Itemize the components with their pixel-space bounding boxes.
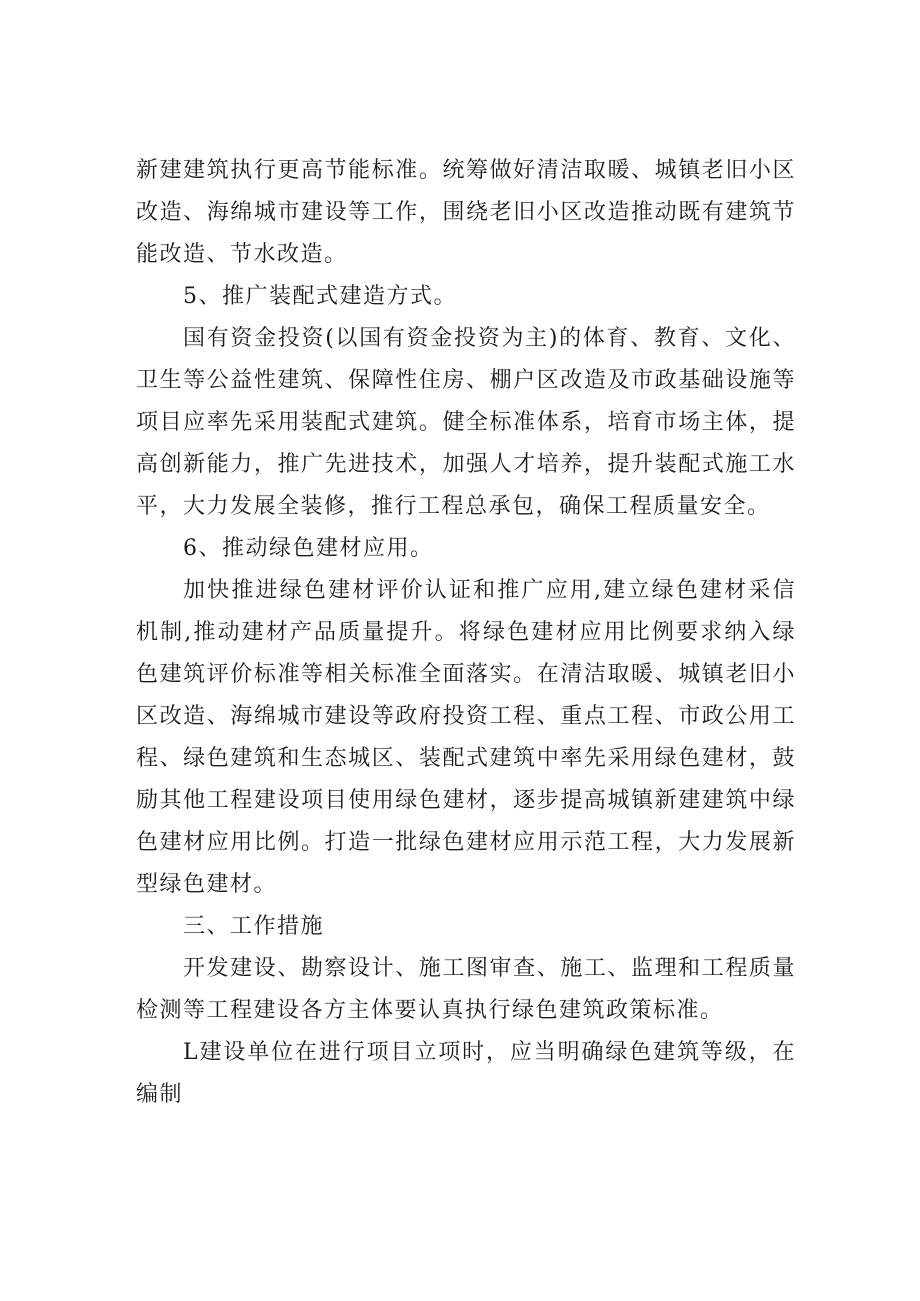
paragraph-green-materials: 加快推进绿色建材评价认证和推广应用,建立绿色建材采信机制,推动建材产品质量提升。将绿色建材应用比例要求纳入绿色建筑评价标准等相关标准全面落实。在清洁取暖、城镇老旧小区改造、海绵城市建设等政府投资工程、重点工程、市政公用工程、绿色建筑和生态城区、装配式建筑中率先采用绿色建材，鼓励其他工程建设项目使用绿色建材，逐步提高城镇新建建筑中绿色建材应用比例。打造一批绿色建材应用示范工程，大力发展新型绿色建材。 [136, 578, 796, 897]
paragraph-prefab-construction: 国有资金投资(以国有资金投资为主)的体育、教育、文化、卫生等公益性建筑、保障性住房、棚户区改造及市政基础设施等项目应率先采用装配式建筑。健全标准体系，培育市场主体，提高创新能力，推广先进技术，加强人才培养，提升装配式施工水平，大力发展全装修，推行工程总承包，确保工程质量安全。 [136, 326, 796, 519]
section-heading-green-materials: 6、推动绿色建材应用。 [183, 536, 434, 561]
section-heading-work-measures: 三、工作措施 [183, 914, 325, 939]
paragraph-construction-unit: L建设单位在进行项目立项时，应当明确绿色建筑等级，在编制 [136, 1040, 796, 1107]
section-heading-prefab-construction: 5、推广装配式建造方式。 [183, 284, 457, 309]
paragraph-work-measures: 开发建设、勘察设计、施工图审查、施工、监理和工程质量检测等工程建设各方主体要认真执行绿色建筑政策标准。 [136, 956, 796, 1023]
paragraph-building-energy-standards: 新建建筑执行更高节能标准。统筹做好清洁取暖、城镇老旧小区改造、海绵城市建设等工作，围绕老旧小区改造推动既有建筑节能改造、节水改造。 [136, 158, 796, 267]
document-body [136, 150, 796, 1116]
